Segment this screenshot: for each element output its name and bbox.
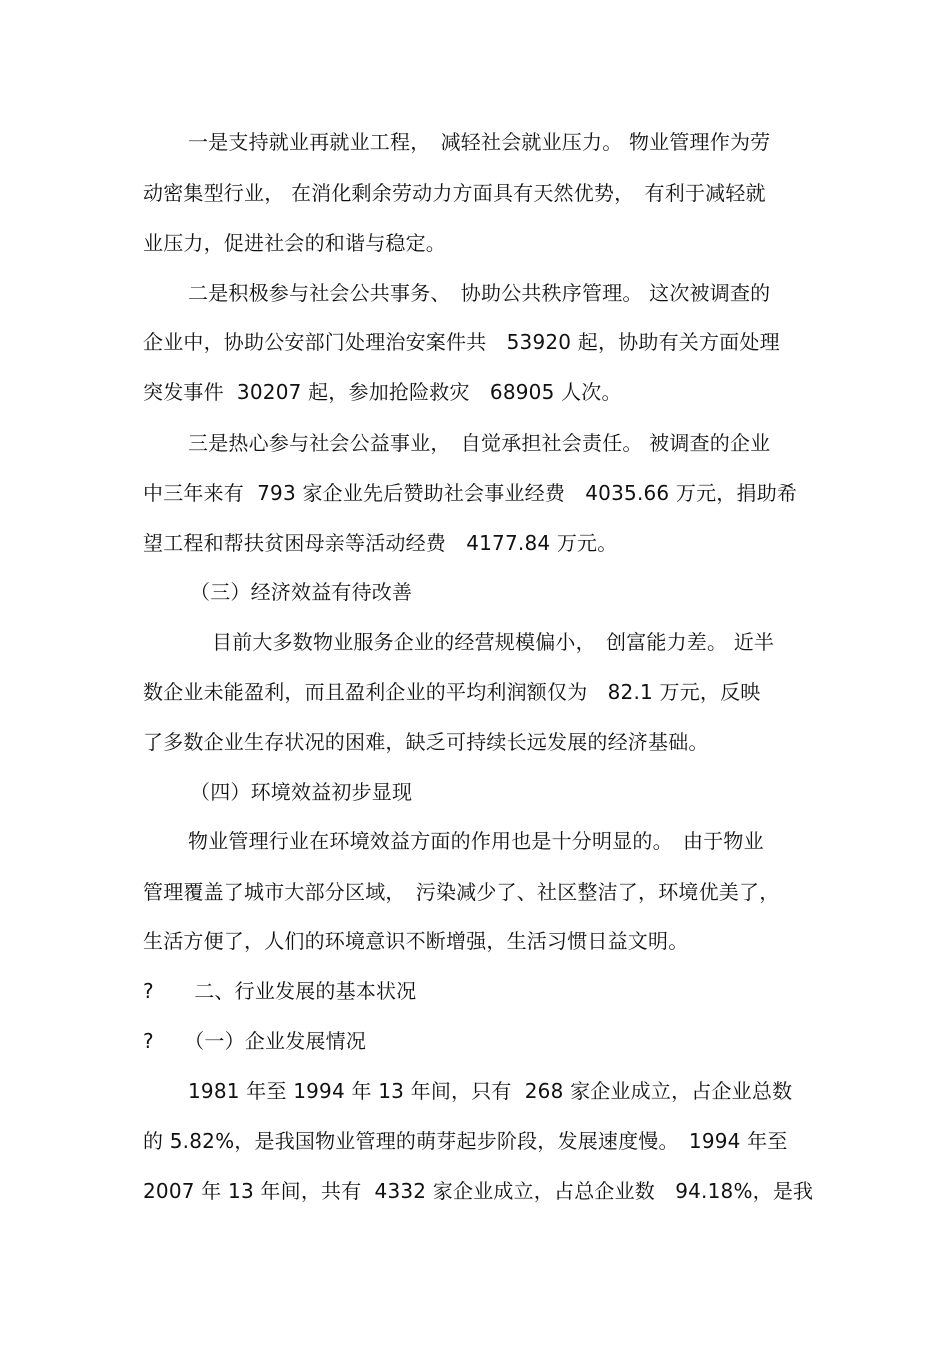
paragraph-2-line-2: 企业中，协助公安部门处理治安案件共 53920 起，协助有关方面处理 xyxy=(143,330,780,354)
paragraph-2-line-3: 突发事件 30207 起，参加抢险救灾 68905 人次。 xyxy=(143,380,622,404)
section-heading-4: （四）环境效益初步显现 xyxy=(190,780,413,804)
section-heading-3: （三）经济效益有待改善 xyxy=(190,580,413,604)
paragraph-5-line-2: 管理覆盖了城市大部分区域， 污染减少了、社区整洁了，环境优美了， xyxy=(143,880,780,904)
paragraph-4-line-3: 了多数企业生存状况的困难，缺乏可持续长远发展的经济基础。 xyxy=(143,730,709,754)
paragraph-6-line-2: 的 5.82%，是我国物业管理的萌芽起步阶段，发展速度慢。 1994 年至 xyxy=(143,1129,788,1153)
paragraph-1-line-3: 业压力，促进社会的和谐与稳定。 xyxy=(143,231,446,255)
paragraph-6-line-1: 1981 年至 1994 年 13 年间，只有 268 家企业成立，占企业总数 xyxy=(188,1079,793,1103)
paragraph-1-line-2: 动密集型行业， 在消化剩余劳动力方面具有天然优势， 有利于减轻就 xyxy=(143,181,766,205)
paragraph-3-line-3: 望工程和帮扶贫困母亲等活动经费 4177.84 万元。 xyxy=(143,531,618,555)
paragraph-2-line-1: 二是积极参与社会公共事务、 协助公共秩序管理。 这次被调查的 xyxy=(188,281,771,305)
chapter-heading-2: ? 二、行业发展的基本状况 xyxy=(143,979,417,1003)
paragraph-1-line-1: 一是支持就业再就业工程， 减轻社会就业压力。 物业管理作为劳 xyxy=(188,130,771,154)
paragraph-4-line-1: 目前大多数物业服务企业的经营规模偏小， 创富能力差。 近半 xyxy=(212,630,775,654)
paragraph-5-line-3: 生活方便了，人们的环境意识不断增强，生活习惯日益文明。 xyxy=(143,929,689,953)
paragraph-4-line-2: 数企业未能盈利，而且盈利企业的平均利润额仅为 82.1 万元，反映 xyxy=(143,680,761,704)
section-heading-1: ? （一）企业发展情况 xyxy=(143,1029,367,1053)
paragraph-3-line-1: 三是热心参与社会公益事业， 自觉承担社会责任。 被调查的企业 xyxy=(188,431,771,455)
paragraph-5-line-1: 物业管理行业在环境效益方面的作用也是十分明显的。 由于物业 xyxy=(188,829,764,853)
paragraph-6-line-3: 2007 年 13 年间，共有 4332 家企业成立，占总企业数 94.18%，是我 xyxy=(143,1179,814,1203)
paragraph-3-line-2: 中三年来有 793 家企业先后赞助社会事业经费 4035.66 万元，捐助希 xyxy=(143,481,798,505)
